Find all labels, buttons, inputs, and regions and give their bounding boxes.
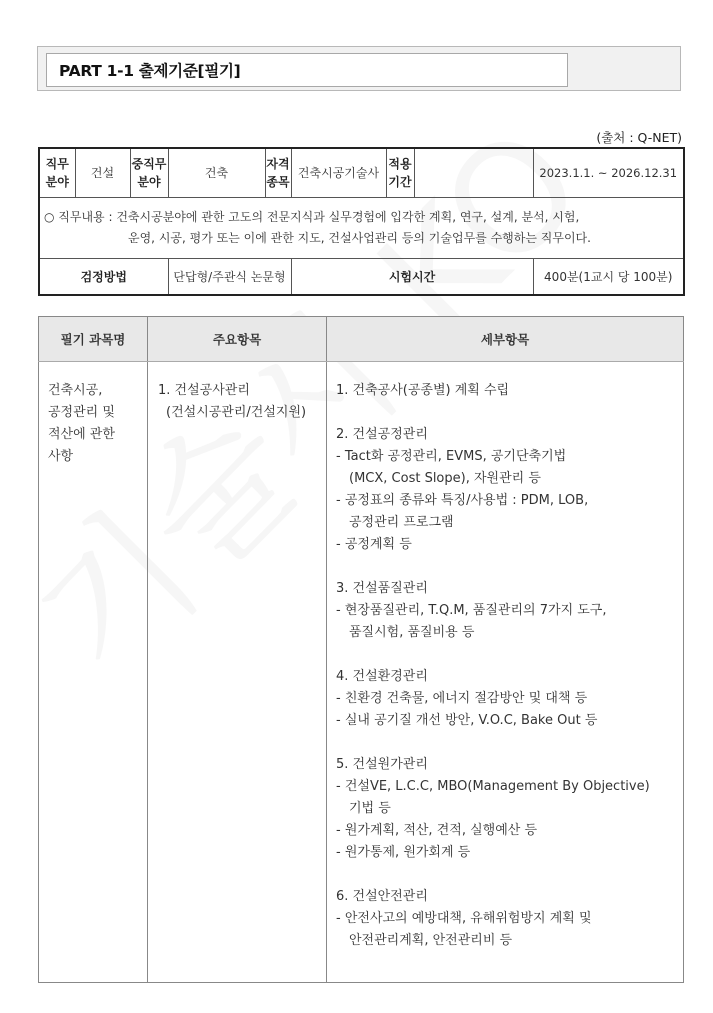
header-subject-name: 필기 과목명	[39, 317, 148, 362]
job-field-value: 건설	[75, 148, 130, 198]
exam-time-label: 시험시간	[291, 259, 533, 296]
sub-field-value: 건축	[168, 148, 265, 198]
period-label: 적용 기간	[387, 149, 415, 197]
subject-table	[38, 316, 684, 983]
period-value: 2023.1.1. ~ 2026.12.31	[533, 148, 684, 198]
qualification-value: 건축시공기술사	[291, 148, 386, 198]
main-item-title: 1. 건설공사관리	[158, 383, 250, 398]
detail-block-4: 4. 건설환경관리 - 친환경 건축물, 에너지 절감방안 및 대책 등 - 실내 공기질 개선 방안, V.O.C, Bake Out 등	[336, 669, 598, 728]
page-title: PART 1-1 출제기준[필기]	[46, 53, 568, 87]
detail-block-5: 5. 건설원가관리 - 건설VE, L.C.C, MBO(Management By Objective) 기법 등 - 원가계획, 적산, 견적, 실행예산 등 - 원가통제, 원가회계 등	[336, 757, 650, 860]
job-description-line-1: ○ 직무내용 : 건축시공분야에 관한 고도의 전문지식과 실무경험에 입각한 계획, 연구, 설계, 분석, 시험,	[44, 210, 580, 224]
job-field-label: 직무 분야	[39, 148, 75, 198]
subject-table-header	[39, 317, 684, 362]
subject-name: 건축시공, 공정관리 및 적산에 관한 사항	[39, 362, 148, 983]
job-description-line-2: 운영, 시공, 평가 또는 이에 관한 지도, 건설사업관리 등의 기술업무를 수행하는 직무이다.	[128, 231, 591, 245]
exam-method-label: 검정방법	[39, 259, 168, 296]
period-cell	[386, 148, 533, 198]
info-row-1	[39, 148, 684, 198]
detail-block-3: 3. 건설품질관리 - 현장품질관리, T.Q.M, 품질관리의 7가지 도구, 품질시험, 품질비용 등	[336, 581, 607, 640]
table-row	[39, 362, 684, 983]
info-row-description	[39, 198, 684, 259]
main-item	[148, 362, 327, 983]
detail-block-2: 2. 건설공정관리 - Tact화 공정관리, EVMS, 공기단축기법 (MCX, Cost Slope), 자원관리 등 - 공정표의 종류와 특징/사용법 : PDM, LOB, 공정관리 프로그램 - 공정계획 등	[336, 427, 589, 552]
info-table	[38, 147, 685, 296]
qualification-label: 자격 종목	[265, 148, 291, 198]
detail-block-6: 6. 건설안전관리 - 안전사고의 예방대책, 유해위험방지 계획 및 안전관리계획, 안전관리비 등	[336, 889, 592, 948]
sub-field-label: 중직무 분야	[130, 148, 168, 198]
detail-block-1: 1. 건축공사(공종별) 계획 수립	[336, 383, 510, 398]
job-description	[39, 198, 684, 259]
info-row-3	[39, 259, 684, 296]
exam-method-value: 단답형/주관식 논문형	[168, 259, 291, 296]
detail-items	[327, 362, 684, 983]
source-label: (출처 : Q-NET)	[596, 130, 682, 145]
header-main-item: 주요항목	[148, 317, 327, 362]
exam-time-value: 400분(1교시 당 100분)	[533, 259, 684, 296]
header-detail-item: 세부항목	[327, 317, 684, 362]
main-item-sub: (건설시공관리/건설지원)	[166, 405, 307, 420]
